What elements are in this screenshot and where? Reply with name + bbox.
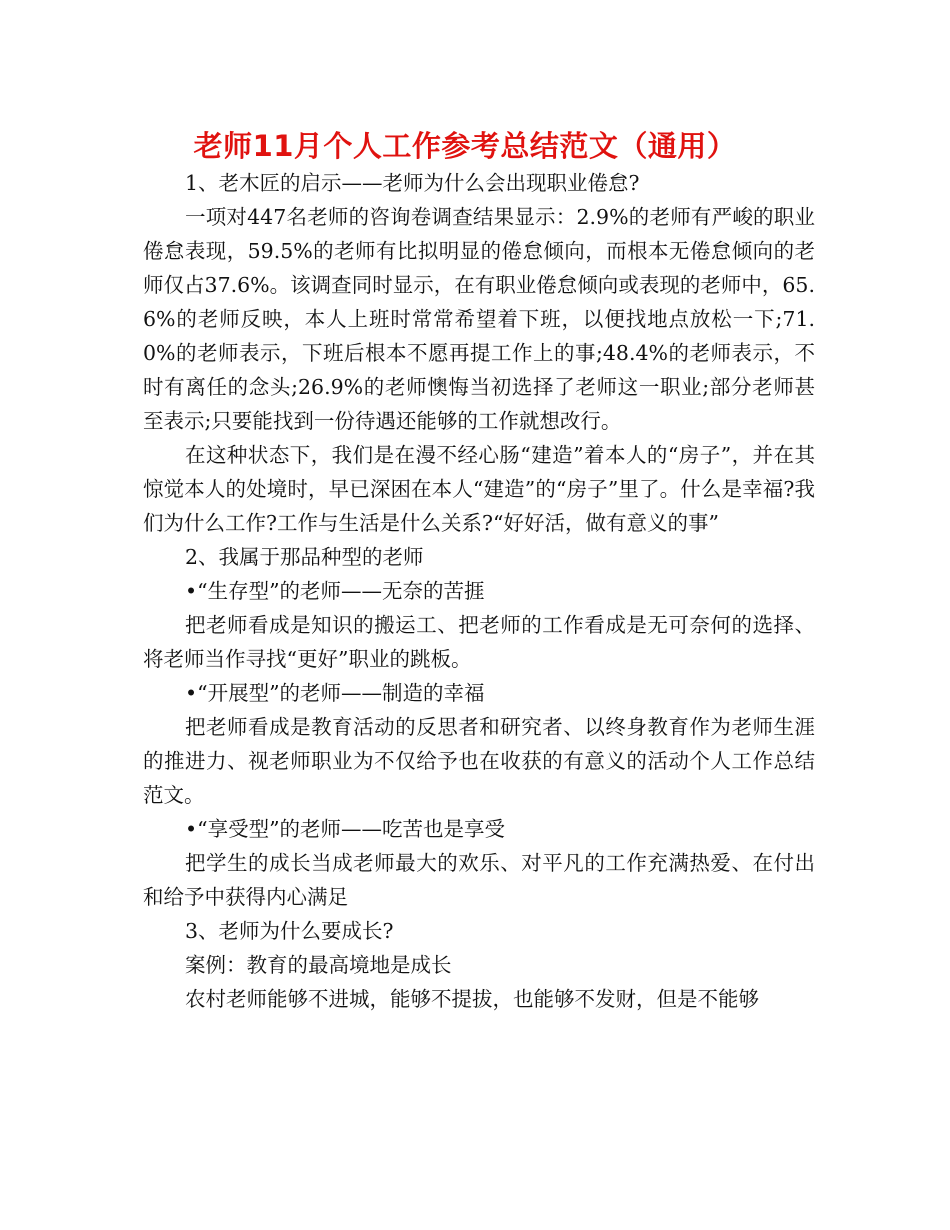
section-heading-3: 3、老师为什么要成长? bbox=[185, 919, 394, 943]
paragraph-survey: 一项对447名老师的咨询卷调查结果显示：2.9%的老师有严峻的职业倦怠表现，59.5%的老师有比拟明显的倦怠倾向，而根本无倦怠倾向的老师仅占37.6%。该调查同时显示，在有职业倦怠倾向或表现的老师中，65.6%的老师反映，本人上班时常常希望着下班，以便找地点放松一下;71.0%的老师表示，下班后根本不愿再提工作上的事;48.4%的老师表示，不时有离任的念头;26.9%的老师懊悔当初选择了老师这一职业;部分老师甚至表示;只要能找到一份待遇还能够的工作就想改行。 bbox=[143, 205, 815, 433]
paragraph-house: 在这种状态下，我们是在漫不经心肠“建造”着本人的“房子”，并在其惊觉本人的处境时，早已深困在本人“建造”的“房子”里了。什么是幸福?我们为什么工作?工作与生活是什么关系?“好好活，做有意义的事” bbox=[143, 443, 815, 535]
bullet-survival-type: •“生存型”的老师——无奈的苦捱 bbox=[185, 579, 485, 603]
document-body bbox=[143, 166, 815, 1016]
case-heading: 案例：教育的最高境地是成长 bbox=[185, 953, 452, 977]
paragraph-enjoyment-type: 把学生的成长当成老师最大的欢乐、对平凡的工作充满热爱、在付出和给予中获得内心满足 bbox=[143, 851, 815, 909]
bullet-development-type: •“开展型”的老师——制造的幸福 bbox=[185, 681, 485, 705]
paragraph-rural-teacher: 农村老师能够不进城，能够不提拔，也能够不发财，但是不能够 bbox=[185, 987, 759, 1011]
bullet-enjoyment-type: •“享受型”的老师——吃苦也是享受 bbox=[185, 817, 506, 841]
paragraph-development-type: 把老师看成是教育活动的反思者和研究者、以终身教育作为老师生涯的推进力、视老师职业为不仅给予也在收获的有意义的活动个人工作总结范文。 bbox=[143, 715, 815, 807]
document-title: 老师11月个人工作参考总结范文（通用） bbox=[193, 129, 737, 163]
section-heading-1: 1、老木匠的启示——老师为什么会出现职业倦怠? bbox=[185, 171, 640, 195]
paragraph-survival-type: 把老师看成是知识的搬运工、把老师的工作看成是无可奈何的选择、将老师当作寻找“更好”职业的跳板。 bbox=[143, 613, 815, 671]
section-heading-2: 2、我属于那品种型的老师 bbox=[185, 545, 424, 569]
